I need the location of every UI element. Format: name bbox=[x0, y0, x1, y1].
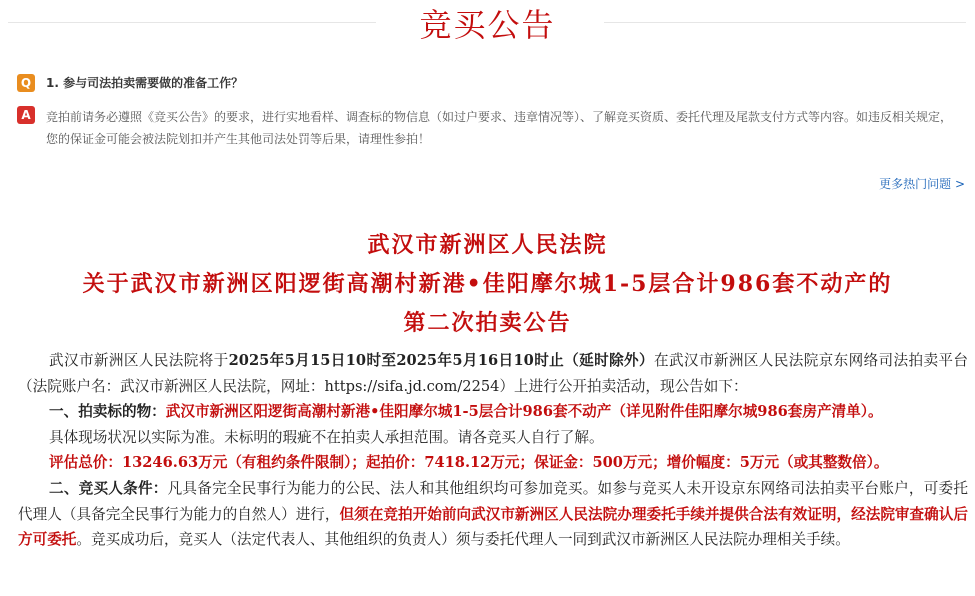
announcement-body bbox=[18, 348, 968, 553]
more-faq-link[interactable]: 更多热门问题 > bbox=[879, 177, 965, 191]
court-name: 武汉市新洲区人民法院 bbox=[367, 232, 608, 258]
faq-answer: 竞拍前请务必遵照《竞买公告》的要求，进行实地看样、调查标的物信息（如过户要求、违章情况等）、了解竞买资质、委托代理及尾款支付方式等内容。如违反相关规定，您的保证金可能会被法院划扣并产生其他司法处罚等后果，请理性参拍！ bbox=[46, 110, 953, 146]
section-2-text: 凡具备完全民事行为能力的公民、法人和其他组织均可参加竞买。如参与竞买人未开设京东网络司法拍卖平台账户，可委托代理人（具备完全民事行为能力的自然人）进行， bbox=[18, 479, 968, 523]
section-1-label: 一、拍卖标的物： bbox=[49, 403, 166, 421]
section-1-note: 具体现场状况以实际为准。未标明的瑕疵不在拍卖人承担范围。请各竞买人自行了解。 bbox=[49, 428, 604, 446]
intro-paragraph bbox=[18, 348, 968, 399]
question-icon: Q bbox=[17, 74, 35, 92]
section-2 bbox=[18, 476, 968, 553]
answer-icon: A bbox=[17, 106, 35, 124]
intro-text-2: 在武汉市新洲区人民法院京东网络司法拍卖平台（法院账户名：武汉市新洲区人民法院，网址：https://sifa.jd.com/2254）上进行公开拍卖活动，现公告如下： bbox=[18, 352, 968, 395]
section-1 bbox=[18, 399, 968, 425]
price-info: 评估总价：13246.63万元（有租约条件限制）；起拍价：7418.12万元；保证金：500万元；增价幅度：5万元（或其整数倍）。 bbox=[49, 454, 889, 472]
section-2-label: 二、竞买人条件： bbox=[49, 479, 168, 497]
announcement-round: 第二次拍卖公告 bbox=[403, 310, 572, 336]
page-title: 竞买公告 bbox=[419, 6, 556, 44]
announcement-subject: 关于武汉市新洲区阳逻街高潮村新港•佳阳摩尔城1-5层合计986套不动产的 bbox=[82, 271, 893, 297]
section-1-text: 武汉市新洲区阳逻街高潮村新港•佳阳摩尔城1-5层合计986套不动产（详见附件佳阳摩尔城986套房产清单）。 bbox=[165, 403, 883, 421]
section-2-tail: 。竞买成功后，竞买人（法定代表人、其他组织的负责人）须与委托代理人一同到武汉市新洲区人民法院办理相关手续。 bbox=[76, 531, 850, 549]
section-2-highlight: 但须在竞拍开始前向武汉市新洲区人民法院办理委托手续并提供合法有效证明，经法院审查确认后方可委托 bbox=[18, 505, 968, 549]
auction-time: 2025年5月15日10时至2025年5月16日10时止（延时除外） bbox=[228, 352, 654, 369]
intro-text: 武汉市新洲区人民法院将于 bbox=[49, 352, 229, 369]
faq-question: 1. 参与司法拍卖需要做的准备工作？ bbox=[46, 76, 244, 90]
